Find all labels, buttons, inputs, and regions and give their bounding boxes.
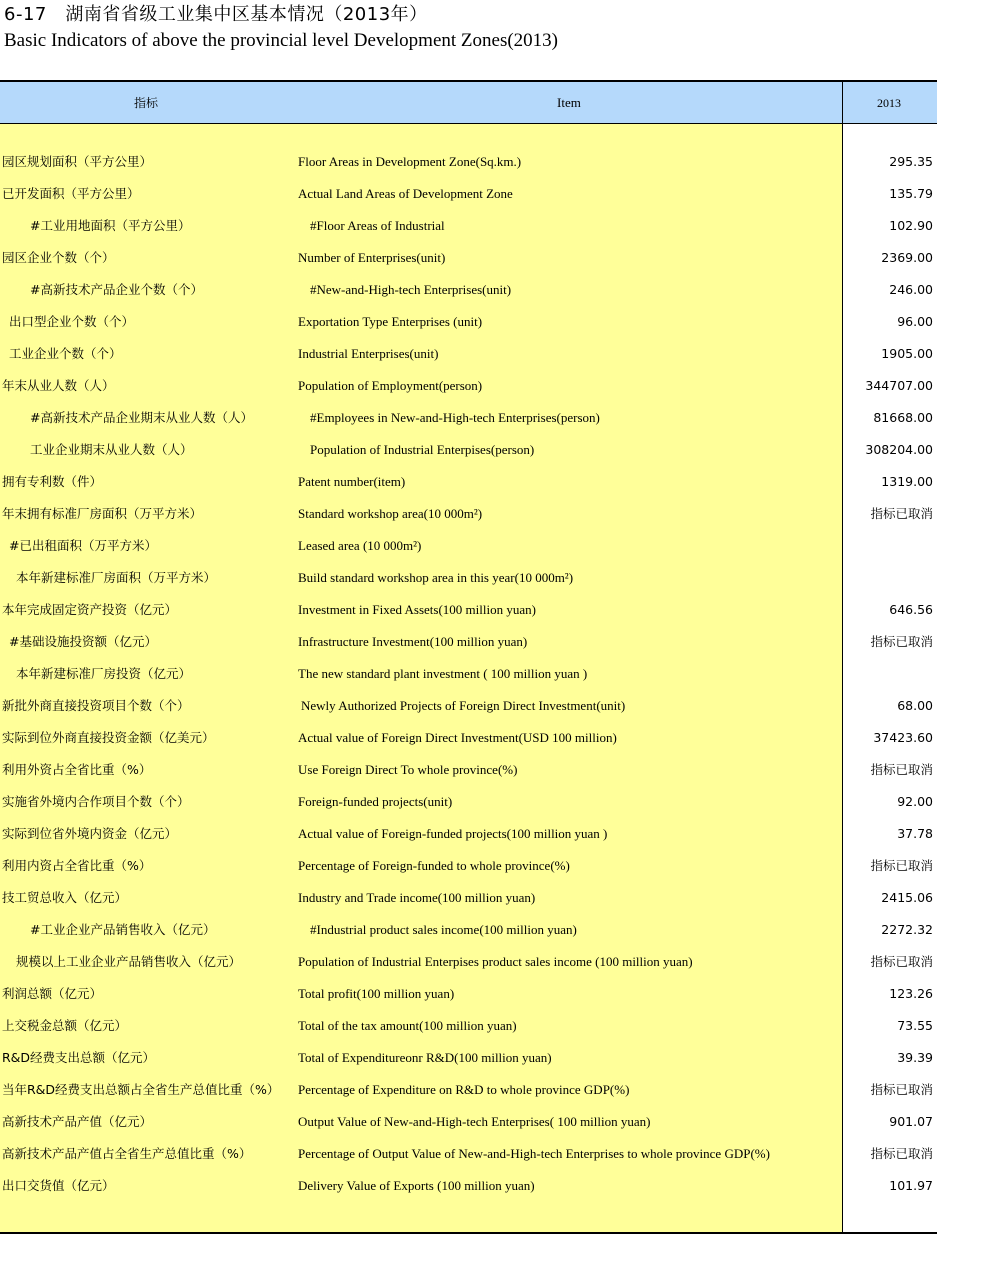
table-row <box>0 850 937 882</box>
indicator-en: Industry and Trade income(100 million yuan) <box>298 890 536 905</box>
indicator-en: Percentage of Expenditure on R&D to whole province GDP(%) <box>298 1082 630 1097</box>
table-row <box>0 658 937 690</box>
value-2013: 1905.00 <box>881 346 933 361</box>
indicator-cn: 高新技术产品产值（亿元） <box>2 1114 153 1129</box>
indicator-cn: #工业用地面积（平方公里） <box>30 218 191 233</box>
value-2013: 96.00 <box>897 314 933 329</box>
table-row <box>0 178 937 210</box>
indicator-cn: 年末拥有标准厂房面积（万平方米） <box>2 506 203 521</box>
indicator-en: Actual value of Foreign Direct Investment(USD 100 million) <box>298 730 617 745</box>
indicator-cn: 已开发面积（平方公里） <box>2 186 140 201</box>
indicator-en: Total profit(100 million yuan) <box>298 986 455 1001</box>
indicator-cn: #工业企业产品销售收入（亿元） <box>30 922 216 937</box>
value-2013: 646.56 <box>889 602 933 617</box>
value-2013: 901.07 <box>889 1114 933 1129</box>
indicator-cn: 利用内资占全省比重（%） <box>2 858 152 873</box>
table-row <box>0 306 937 338</box>
indicator-en: Delivery Value of Exports (100 million yuan) <box>298 1178 535 1193</box>
indicator-en: #Employees in New-and-High-tech Enterprises(person) <box>310 410 600 425</box>
indicator-cn: 规模以上工业企业产品销售收入（亿元） <box>16 954 242 969</box>
indicator-cn: #高新技术产品企业期末从业人数（人） <box>30 410 253 425</box>
value-2013: 246.00 <box>889 282 933 297</box>
indicator-en: Patent number(item) <box>298 474 406 489</box>
indicator-cn: #基础设施投资额（亿元） <box>9 634 157 649</box>
value-2013: 指标已取消 <box>870 1082 933 1097</box>
indicator-en: Standard workshop area(10 000m²) <box>298 506 483 521</box>
value-2013: 308204.00 <box>865 442 933 457</box>
table-row <box>0 754 937 786</box>
table-row <box>0 594 937 626</box>
table-row <box>0 370 937 402</box>
indicator-cn: 高新技术产品产值占全省生产总值比重（%） <box>2 1146 252 1161</box>
value-2013: 37423.60 <box>873 730 933 745</box>
indicator-en: Newly Authorized Projects of Foreign Direct Investment(unit) <box>301 698 626 713</box>
table-row <box>0 274 937 306</box>
value-2013: 81668.00 <box>873 410 933 425</box>
value-2013: 101.97 <box>889 1178 933 1193</box>
indicator-en: #New-and-High-tech Enterprises(unit) <box>310 282 512 297</box>
table-row <box>0 146 937 178</box>
table-title-english: Basic Indicators of above the provincial level Development Zones(2013) <box>4 30 558 51</box>
value-2013: 68.00 <box>897 698 933 713</box>
indicator-cn: 实际到位省外境内资金（亿元） <box>2 826 178 841</box>
table-row <box>0 1106 937 1138</box>
table-row <box>0 1010 937 1042</box>
table-row <box>0 402 937 434</box>
table-row <box>0 690 937 722</box>
indicator-en: Number of Enterprises(unit) <box>298 250 446 265</box>
table-row <box>0 1138 937 1170</box>
table-row <box>0 338 937 370</box>
table-row <box>0 626 937 658</box>
indicator-en: Percentage of Output Value of New-and-High-tech Enterprises to whole province GDP(%) <box>298 1146 770 1161</box>
indicator-en: Exportation Type Enterprises (unit) <box>298 314 483 329</box>
table-header <box>0 80 937 124</box>
value-2013: 2272.32 <box>881 922 933 937</box>
table-row <box>0 530 937 562</box>
indicator-en: Use Foreign Direct To whole province(%) <box>298 762 518 777</box>
indicator-cn: 出口交货值（亿元） <box>2 1178 115 1193</box>
table-row <box>0 1042 937 1074</box>
table-row <box>0 818 937 850</box>
indicator-cn: 年末从业人数（人） <box>2 378 115 393</box>
table-row <box>0 978 937 1010</box>
header-item: Item <box>557 95 581 110</box>
table-row <box>0 1170 937 1202</box>
indicator-en: Total of Expenditureonr R&D(100 million yuan) <box>298 1050 552 1065</box>
indicator-en: Actual value of Foreign-funded projects(100 million yuan ) <box>298 826 608 841</box>
table-row <box>0 434 937 466</box>
value-2013: 92.00 <box>897 794 933 809</box>
indicator-cn: 上交税金总额（亿元） <box>2 1018 128 1033</box>
value-2013: 1319.00 <box>881 474 933 489</box>
value-2013: 指标已取消 <box>870 634 933 649</box>
table-row <box>0 1074 937 1106</box>
indicator-en: Population of Employment(person) <box>298 378 483 393</box>
value-2013: 135.79 <box>889 186 933 201</box>
indicator-en: Investment in Fixed Assets(100 million yuan) <box>298 602 536 617</box>
table-row <box>0 242 937 274</box>
indicator-cn: 新批外商直接投资项目个数（个） <box>2 698 190 713</box>
indicator-cn: 技工贸总收入（亿元） <box>2 890 128 905</box>
value-2013: 指标已取消 <box>870 954 933 969</box>
table-row <box>0 466 937 498</box>
indicator-cn: 实施省外境内合作项目个数（个） <box>2 794 190 809</box>
value-2013: 指标已取消 <box>870 506 933 521</box>
value-2013: 37.78 <box>897 826 933 841</box>
indicator-en: #Floor Areas of Industrial <box>310 218 445 233</box>
header-year: 2013 <box>877 96 901 110</box>
indicator-en: Leased area (10 000m²) <box>298 538 422 553</box>
value-2013: 73.55 <box>897 1018 933 1033</box>
table-bottom-border <box>0 1232 937 1234</box>
table-row <box>0 722 937 754</box>
indicator-cn: 出口型企业个数（个） <box>9 314 135 329</box>
table-row <box>0 882 937 914</box>
indicator-en: The new standard plant investment ( 100 million yuan ) <box>298 666 588 681</box>
indicator-en: Actual Land Areas of Development Zone <box>298 186 513 201</box>
table-row <box>0 562 937 594</box>
indicator-cn: 工业企业期末从业人数（人） <box>30 442 193 457</box>
indicator-en: Floor Areas in Development Zone(Sq.km.) <box>298 154 522 169</box>
indicator-table <box>0 80 937 1234</box>
indicator-cn: 拥有专利数（件） <box>2 474 103 489</box>
table-row <box>0 914 937 946</box>
indicator-en: Industrial Enterprises(unit) <box>298 346 439 361</box>
value-2013: 指标已取消 <box>870 1146 933 1161</box>
value-2013: 39.39 <box>897 1050 933 1065</box>
indicator-en: Foreign-funded projects(unit) <box>298 794 453 809</box>
indicator-en: Build standard workshop area in this year(10 000m²) <box>298 570 574 585</box>
indicator-cn: 本年新建标准厂房面积（万平方米） <box>16 570 217 585</box>
indicator-en: Percentage of Foreign-funded to whole province(%) <box>298 858 570 873</box>
value-2013: 295.35 <box>889 154 933 169</box>
indicator-cn: 利用外资占全省比重（%） <box>2 762 152 777</box>
value-2013: 指标已取消 <box>870 762 933 777</box>
table-row <box>0 498 937 530</box>
indicator-cn: 利润总额（亿元） <box>2 986 103 1001</box>
indicator-cn: R&D经费支出总额（亿元） <box>2 1050 156 1065</box>
indicator-en: Infrastructure Investment(100 million yuan) <box>298 634 528 649</box>
indicator-en: #Industrial product sales income(100 million yuan) <box>310 922 577 937</box>
value-2013: 123.26 <box>889 986 933 1001</box>
indicator-cn: #高新技术产品企业个数（个） <box>30 282 203 297</box>
indicator-cn: 本年新建标准厂房投资（亿元） <box>16 666 192 681</box>
table-row <box>0 946 937 978</box>
indicator-cn: #已出租面积（万平方米） <box>9 538 157 553</box>
table-title-chinese: 6-17 湖南省省级工业集中区基本情况（2013年） <box>4 4 428 25</box>
value-2013: 2369.00 <box>881 250 933 265</box>
indicator-cn: 本年完成固定资产投资（亿元） <box>2 602 178 617</box>
value-2013: 344707.00 <box>865 378 933 393</box>
indicator-en: Population of Industrial Enterpises product sales income (100 million yuan) <box>298 954 693 969</box>
value-2013: 指标已取消 <box>870 858 933 873</box>
indicator-cn: 实际到位外商直接投资金额（亿美元） <box>2 730 215 745</box>
indicator-cn: 当年R&D经费支出总额占全省生产总值比重（%） <box>2 1082 280 1097</box>
indicator-en: Total of the tax amount(100 million yuan) <box>298 1018 517 1033</box>
indicator-en: Output Value of New-and-High-tech Enterprises( 100 million yuan) <box>298 1114 651 1129</box>
table-row <box>0 786 937 818</box>
value-2013: 2415.06 <box>881 890 933 905</box>
indicator-en: Population of Industrial Enterpises(person) <box>310 442 535 457</box>
table-body <box>0 146 937 1202</box>
value-2013: 102.90 <box>889 218 933 233</box>
header-indicator: 指标 <box>134 96 159 110</box>
indicator-cn: 工业企业个数（个） <box>9 346 122 361</box>
indicator-cn: 园区规划面积（平方公里） <box>2 154 153 169</box>
indicator-cn: 园区企业个数（个） <box>2 250 115 265</box>
table-row <box>0 210 937 242</box>
